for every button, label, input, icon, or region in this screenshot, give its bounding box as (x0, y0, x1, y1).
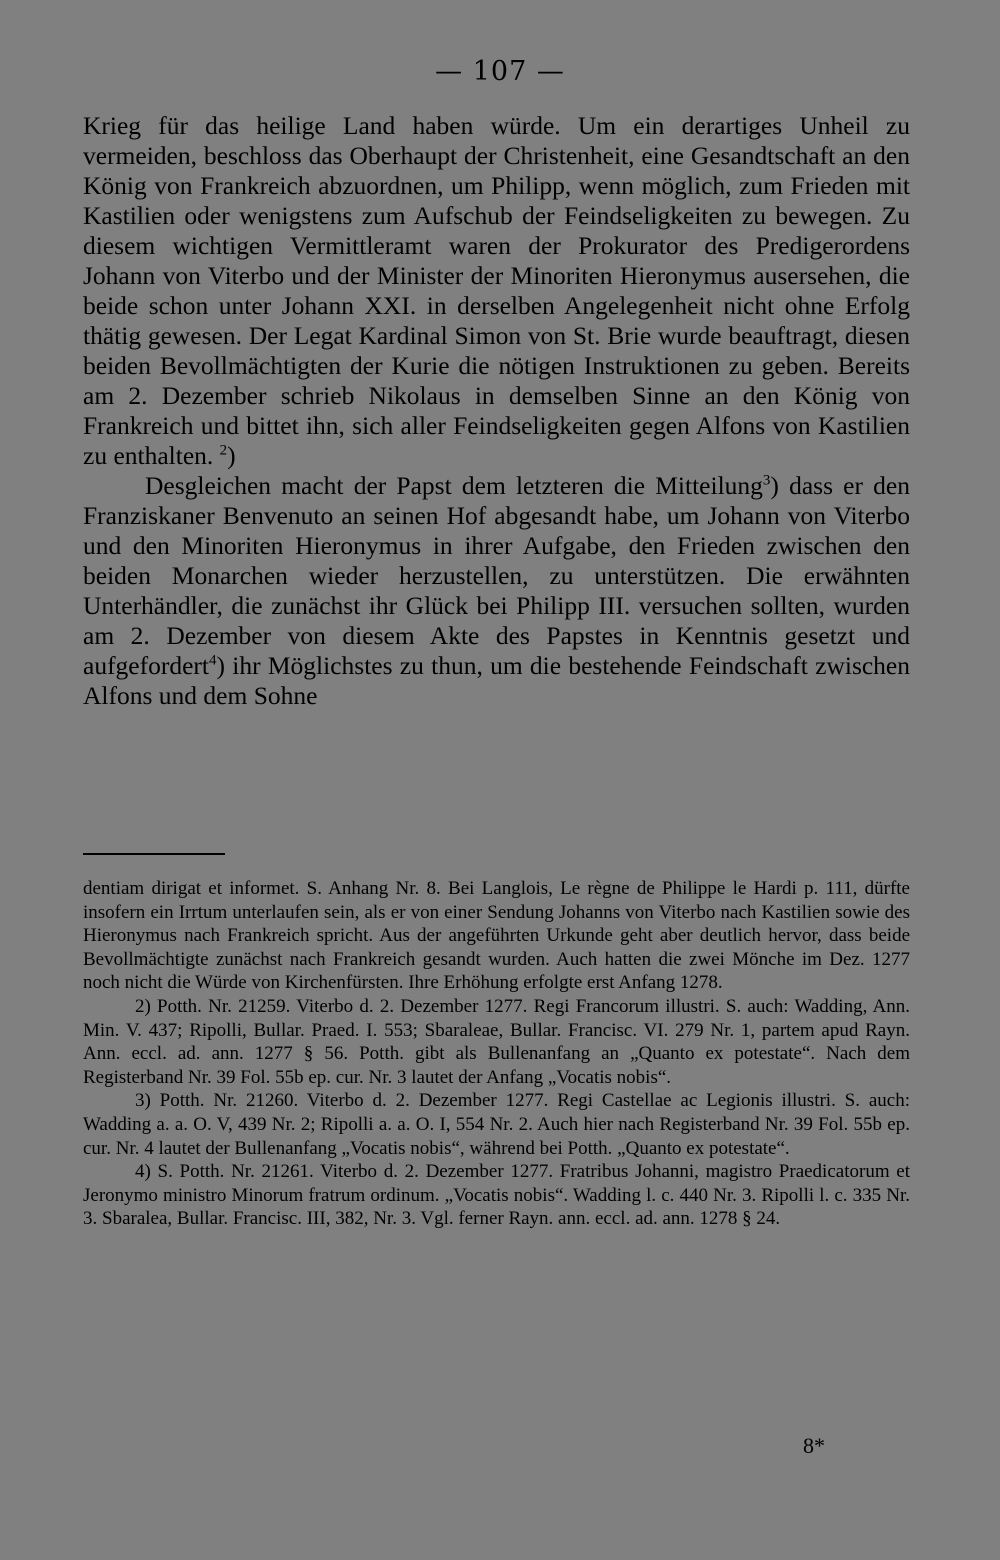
paragraph-1 (83, 111, 910, 471)
footnote-ref-close: ) (227, 441, 236, 470)
footnote-2: 2) Potth. Nr. 21259. Viterbo d. 2. Dezember 1277. Regi Francorum illustri. S. auch: Wadding, Ann. Min. V. 437; Ripolli, Bullar. Praed. I. 553; Sbaraleae, Bullar. Francisc. VI. 279 Nr. 1, partem apud Rayn. Ann. eccl. ad. ann. 1277 § 56. Potth. gibt als Bullenanfang an „Quanto ex potestate“. Nach dem Registerband Nr. 39 Fol. 55b ep. cur. Nr. 3 lautet der Anfang „Vocatis nobis“. (83, 995, 910, 1088)
paragraph-2-text-c: ) ihr Möglichstes zu thun, um die bestehende Feindschaft zwischen Alfons und dem Sohne (83, 651, 910, 710)
footnote-divider (83, 853, 225, 855)
paragraph-2-text-b: ) dass er den Franziskaner Benvenuto an seinen Hof abgesandt habe, um Johann von Viterbo und den Minoriten Hieronymus in ihrer Aufgabe, den Frieden zwischen den beiden Monarchen wieder herzustellen, zu unterstützen. Die erwähnten Unterhändler, die zunächst ihr Glück bei Philipp III. versuchen sollten, wurden am 2. Dezember von diesem Akte des Papstes in Kenntnis gesetzt und aufgefordert (83, 471, 910, 680)
footnote-continuation: dentiam dirigat et informet. S. Anhang Nr. 8. Bei Langlois, Le règne de Philippe le Hardi p. 111, dürfte insofern ein Irrtum unterlaufen sein, als er von einer Sendung Johanns von Viterbo nach Kastilien sowie des Hieronymus nach Frankreich spricht. Aus der angeführten Urkunde geht aber deutlich hervor, dass beide Bevollmächtigte zunächst nach Frankreich gesandt wurden. Auch hatten die zwei Mönche im Dez. 1277 noch nicht die Würde von Kirchenfürsten. Ihre Erhöhung erfolgte erst Anfang 1278. (83, 878, 910, 994)
footnote-ref-4: 4 (209, 652, 217, 669)
signature-mark: 8* (803, 1433, 825, 1458)
footnote-ref-3: 3 (762, 472, 771, 489)
paragraph-1-text: Krieg für das heilige Land haben würde. Um ein derartiges Unheil zu vermeiden, beschloss das Oberhaupt der Christenheit, eine Gesandtschaft an den König von Frankreich abzuordnen, um Philipp, wenn möglich, zum Frieden mit Kastilien oder wenigstens zum Aufschub der Feindseligkeiten zu bewegen. Zu diesem wichtigen Vermittleramt waren der Prokurator des Predigerordens Johann von Viterbo und der Minister der Minoriten Hieronymus ausersehen, die beide schon unter Johann XXI. in derselben Angelegenheit nicht ohne Erfolg thätig gewesen. Der Legat Kardinal Simon von St. Brie wurde beauftragt, diesen beiden Bevollmächtigten der Kurie die nötigen Instruktionen zu geben. Bereits am 2. Dezember schrieb Nikolaus in demselben Sinne an den König von Frankreich und bittet ihn, sich aller Feindseligkeiten gegen Alfons von Kastilien zu enthalten. (83, 111, 910, 470)
footnote-3: 3) Potth. Nr. 21260. Viterbo d. 2. Dezember 1277. Regi Castellae ac Legionis illustri. S. auch: Wadding a. a. O. V, 439 Nr. 2; Ripolli a. a. O. I, 554 Nr. 2. Auch hier nach Registerband Nr. 39 Fol. 55b ep. cur. Nr. 4 lautet der Bullenanfang „Vocatis nobis“, während bei Potth. „Quanto ex potestate“. (83, 1090, 910, 1159)
footnote-4: 4) S. Potth. Nr. 21261. Viterbo d. 2. Dezember 1277. Fratribus Johanni, magistro Praedicatorum et Jeronymo ministro Minorum fratrum ordinum. „Vocatis nobis“. Wadding l. c. 440 Nr. 3. Ripolli l. c. 335 Nr. 3. Sbaralea, Bullar. Francisc. III, 382, Nr. 3. Vgl. ferner Rayn. ann. eccl. ad. ann. 1278 § 24. (83, 1161, 910, 1230)
paragraph-2 (83, 471, 910, 711)
main-text (83, 111, 910, 711)
paragraph-2-text-a: Desgleichen macht der Papst dem letzteren die Mitteilung (145, 471, 763, 500)
page-number: — 107 — (435, 56, 565, 87)
footnotes (83, 877, 910, 1231)
footnote-ref-2: 2 (219, 442, 228, 459)
